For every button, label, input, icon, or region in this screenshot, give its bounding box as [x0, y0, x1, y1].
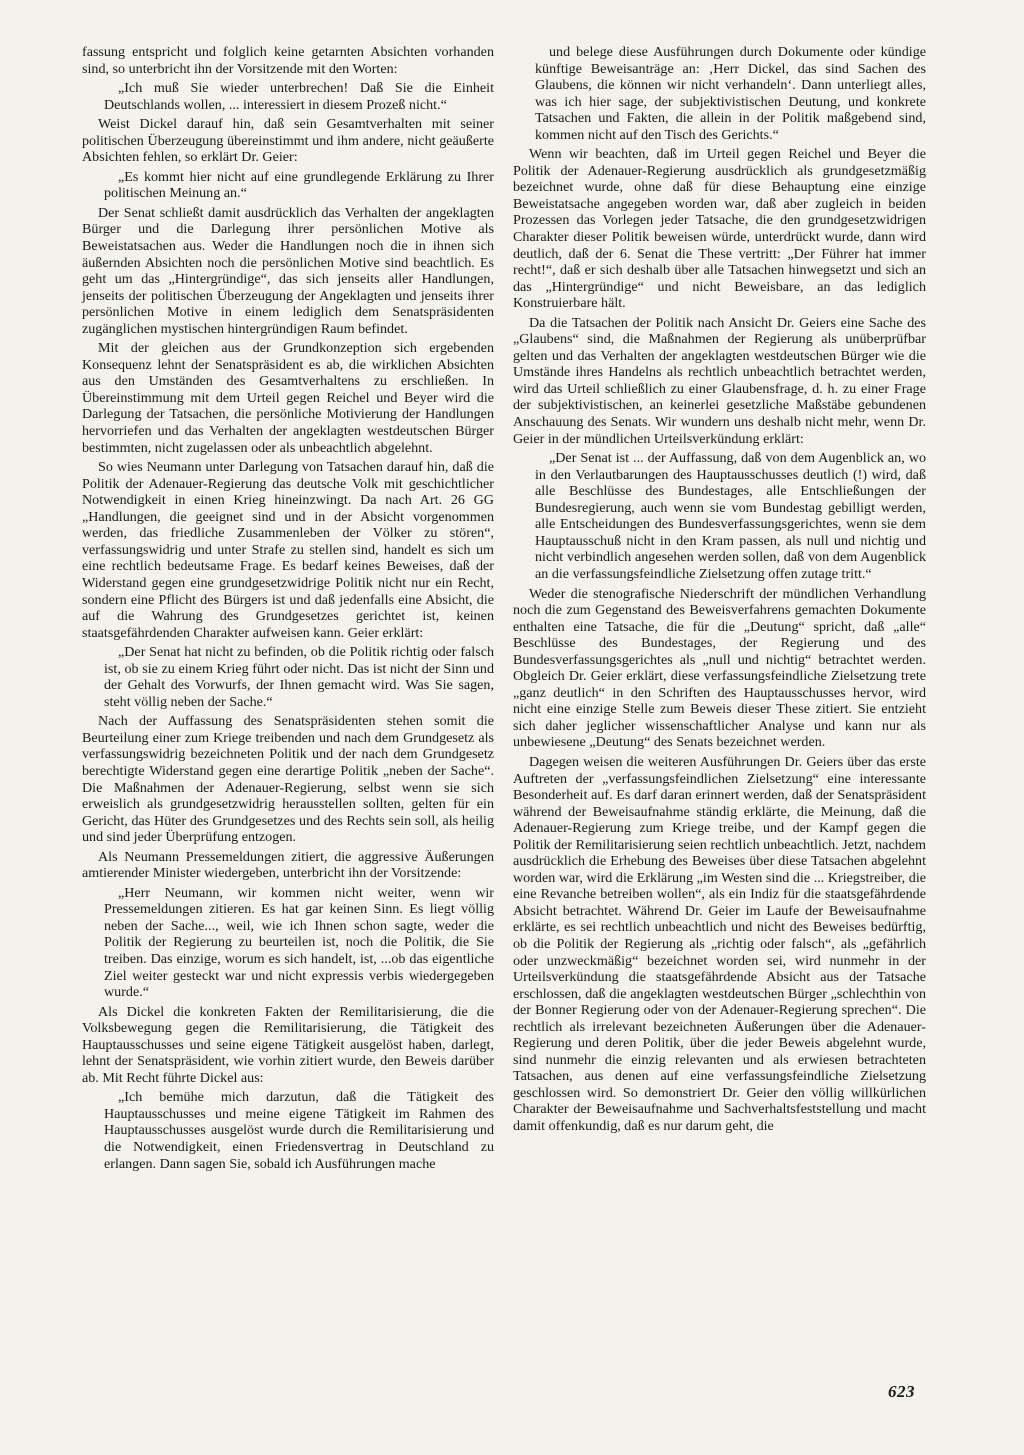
body-paragraph: Der Senat schließt damit ausdrücklich das Verhalten der angeklagten Bürger und die Darlegung ihrer persönlichen Motive als Beweistatsachen aus. Weder die Handlungen noch die in ihnen sich äußernden Absichten noch die persönlichen Motive sind beachtlich. Es geht um das „Hintergründige“, das sich jenseits aller Handlungen, jenseits der politischen Überzeugung der Angeklagten und jenseits ihrer persönlichen Motive in einem lediglich dem Senatspräsidenten zugänglichen mystischen hintergründigen Raum befindet.: [82, 204, 494, 337]
body-paragraph: Weist Dickel darauf hin, daß sein Gesamtverhalten mit seiner politischen Überzeugung übereinstimmt und ihm andere, nicht geäußerte Absichten fehlen, so erklärt Dr. Geier:: [82, 116, 494, 166]
body-paragraph: Mit der gleichen aus der Grundkonzeption sich ergebenden Konsequenz lehnt der Senatspräsident es ab, die wirklichen Absichten aus den Umständen des Gesamtverhaltens zu erschließen. In Übereinstimmung mit dem Urteil gegen Reichel und Beyer wird die Darlegung der Tatsachen, die persönliche Motivierung der Handlungen hervorriefen und das Verhalten der angeklagten westdeutschen Bürger bestimmten, nicht zugelassen oder als unbeachtlich abgelehnt.: [82, 340, 494, 456]
body-paragraph: Nach der Auffassung des Senatspräsidenten stehen somit die Beurteilung einer zum Kriege treibenden und nach dem Grundgesetz als verfassungswidrig bezeichneten Politik und der nach dem Grundgesetz berechtigte Widerstand gegen eine derartige Politik „neben der Sache“. Die Maßnahmen der Adenauer-Regierung, selbst wenn sie sich erweislich als grundgesetzwidrig herausstellen sollten, gelten für ein Gericht, das Hüter des Grundgesetzes und des Rechts sein soll, als heilig und sind jeder Überprüfung entzogen.: [82, 713, 494, 846]
quotation-paragraph: „Ich muß Sie wieder unterbrechen! Daß Sie die Einheit Deutschlands wollen, ... interessiert in diesem Prozeß nicht.“: [104, 80, 494, 113]
quotation-paragraph: „Der Senat ist ... der Auffassung, daß von dem Augenblick an, wo in den Verlautbarungen des Hauptausschusses deutlich (!) wird, daß alle Beschlüsse des Bundestages, alle Entschließungen der Bundesregierung, auch wenn sie vom Bundestag gebilligt werden, alle Entscheidungen des Bundesverfassungsgerichtes, wenn sie dem Hauptausschuß nicht in den Kram passen, als null und nichtig und nicht verbindlich angesehen werden sollen, daß von dem Augenblick an die verfassungsfeindliche Zielsetzung offen zutage tritt.“: [535, 450, 926, 582]
quotation-paragraph: „Ich bemühe mich darzutun, daß die Tätigkeit des Hauptausschusses und meine eigene Tätigkeit im Rahmen des Hauptausschusses ausgelöst wurde durch die Remilitarisierung und die Notwendigkeit, einen Friedensvertrag in Deutschland zu erlangen. Dann sagen Sie, sobald ich Ausführungen mache: [104, 1089, 494, 1172]
body-paragraph: Weder die stenografische Niederschrift der mündlichen Verhandlung noch die zum Gegenstand des Beweisverfahrens gemachten Dokumente enthalten eine Tatsache, die für die „Deutung“ spricht, daß „alle“ Beschlüsse des Bundestages, der Regierung und des Bundesverfassungsgerichtes als „null und nichtig“ betrachtet werden. Obgleich Dr. Geier erklärt, diese verfassungsfeindliche Zielsetzung trete „ganz deutlich“ in den Schriften des Hauptausschusses hervor, wird nicht eine einzige Stelle zum Beweis dieser These zitiert. Sie entzieht sich daher jeglicher wissenschaftlicher Analyse und kann nur als unbewiesene „Deutung“ des Senats bezeichnet werden.: [513, 585, 926, 751]
quotation-paragraph: und belege diese Ausführungen durch Dokumente oder kündige künftige Beweisanträge an: ‚Herr Dickel, das sind Sachen des Glaubens, die können wir nicht verhandeln‘. Dann unterliegt alles, was ich hier sage, der subjektivistischen Deutung, und konkrete Tatsachen und Fakten, die allein in der Politik maßgebend sind, kommen nicht auf den Tisch des Gerichts.“: [535, 44, 926, 143]
body-paragraph: Wenn wir beachten, daß im Urteil gegen Reichel und Beyer die Politik der Adenauer-Regierung ausdrücklich als grundgesetzmäßig bezeichnet wurde, ohne daß für diese Behauptung eine einzige Beweistatsache angegeben worden war, daß aber zugleich in beiden Prozessen das Vorlegen jeder Tatsache, die den grundgesetzwidrigen Charakter dieser Politik beweisen würde, unterdrückt wurde, dann wird deutlich, daß der 6. Senat die These vertritt: „Der Führer hat immer recht!“, daß er sich deshalb über alle Tatsachen hinwegsetzt und sich an das „Hintergründige“ und nicht Beweisbare, an das lediglich Konstruierbare hält.: [513, 146, 926, 312]
quotation-paragraph: „Der Senat hat nicht zu befinden, ob die Politik richtig oder falsch ist, ob sie zu einem Krieg führt oder nicht. Das ist nicht der Sinn und der Gehalt des Vorwurfs, der Ihnen gemacht wird. Was Sie sagen, steht völlig neben der Sache.“: [104, 644, 494, 710]
body-paragraph: Dagegen weisen die weiteren Ausführungen Dr. Geiers über das erste Auftreten der „verfassungsfeindlichen Zielsetzung“ eine interessante Besonderheit auf. Es darf daran erinnert werden, daß der Senatspräsident während der Beweisaufnahme ständig erklärte, die Meinung, daß die Adenauer-Regierung zum Kriege treibe, und der Kampf gegen die Politik der Remilitarisierung seien rechtlich unbeachtlich. Jetzt, nachdem ausdrücklich die Erhebung des Beweises über diese Tatsachen abgelehnt worden war, wird die Erklärung „im Westen sind die ... Kriegstreiber, die eine Revanche betreiben wollen“, als ein Indiz für die staatsgefährdende Absicht betrachtet. Während Dr. Geier im Laufe der Beweisaufnahme erklärte, es sei rechtlich unbeachtlich und nicht des Beweises bedürftig, ob die Politik der Regierung als „richtig oder falsch“, als „gefährlich oder unzweckmäßig“ bezeichnet worden sei, wird nunmehr in der Urteilsverkündung die staatsgefährdende Absicht aus der Tatsache erschlossen, daß die angeklagten westdeutschen Bürger „schlechthin von der Bonner Regierung oder von der Adenauer-Regierung sprechen“. Die rechtlich als irrelevant bezeichneten Äußerungen über die Adenauer-Regierung und deren Politik, über die jeder Beweis abgelehnt wurde, sind nunmehr die einzig relevanten und als erwiesen betrachteten Tatsachen, aus denen auf eine verfassungsfeindliche Zielsetzung geschlossen wird. So demonstriert Dr. Geier den völlig willkürlichen Charakter der Beweisaufnahme und Sachverhaltsfeststellung und macht damit offenkundig, daß es nur darum geht, die: [513, 753, 926, 1134]
body-paragraph: Da die Tatsachen der Politik nach Ansicht Dr. Geiers eine Sache des „Glaubens“ sind, die Maßnahmen der Regierung als unüberprüfbar gelten und das Verhalten der angeklagten westdeutschen Bürger wie die Umstände ihres Handelns als rechtlich unbeachtlich betrachtet werden, wird das Urteil schließlich zu einer Glaubensfrage, d. h. zu einer Frage der subjektivistischen, an keinerlei gesetzliche Maßstäbe gebundenen Anschauung des Senats. Wir wundern uns deshalb nicht mehr, wenn Dr. Geier in der mündlichen Urteilsverkündung erklärt:: [513, 314, 926, 447]
left-text-column: [82, 44, 494, 1175]
quotation-paragraph: „Herr Neumann, wir kommen nicht weiter, wenn wir Pressemeldungen zitieren. Es hat gar keinen Sinn. Es liegt völlig neben der Sache..., weil, wie ich Ihnen schon sagte, weder die Politik der Regierung zu beurteilen ist, noch die Politik, die Sie treiben. Das einzige, worum es sich handelt, ist, ...ob das eigentliche Ziel weiter gesteckt war und nicht expressis verbis wiedergegeben wurde.“: [104, 884, 494, 1001]
body-paragraph: So wies Neumann unter Darlegung von Tatsachen darauf hin, daß die Politik der Adenauer-Regierung das deutsche Volk mit geschichtlicher Notwendigkeit in einen Krieg hineinzwingt. Da nach Art. 26 GG „Handlungen, die geeignet sind und in der Absicht vorgenommen werden, das friedliche Zusammenleben der Völker zu stören“, verfassungswidrig und unter Strafe zu stellen sind, handelt es sich um eine rechtlich bedeutsame Frage. Es bedarf keines Beweises, daß der Widerstand gegen eine grundgesetzwidrige Politik nicht nur ein Recht, sondern eine Pflicht des Bürgers ist und daß jedenfalls eine Absicht, die auf die Wahrung des Grundgesetzes gerichtet ist, keinen staatsgefährdenden Charakter aufweisen kann. Geier erklärt:: [82, 459, 494, 641]
right-text-column: [513, 44, 926, 1138]
body-paragraph: Als Neumann Pressemeldungen zitiert, die aggressive Äußerungen amtierender Minister wiedergeben, unterbricht ihn der Vorsitzende:: [82, 848, 494, 882]
page-number: 623: [888, 1382, 915, 1401]
body-paragraph: fassung entspricht und folglich keine getarnten Absichten vorhanden sind, so unterbricht ihn der Vorsitzende mit den Worten:: [82, 44, 494, 77]
body-paragraph: Als Dickel die konkreten Fakten der Remilitarisierung, die die Volksbewegung gegen die Remilitarisierung, die Tätigkeit des Hauptausschusses und seine eigene Tätigkeit ausgelöst haben, darlegt, lehnt der Senatspräsident, wie vorhin zitiert wurde, den Beweis darüber ab. Mit Recht führte Dickel aus:: [82, 1003, 494, 1086]
quotation-paragraph: „Es kommt hier nicht auf eine grundlegende Erklärung zu Ihrer politischen Meinung an.“: [104, 168, 494, 202]
